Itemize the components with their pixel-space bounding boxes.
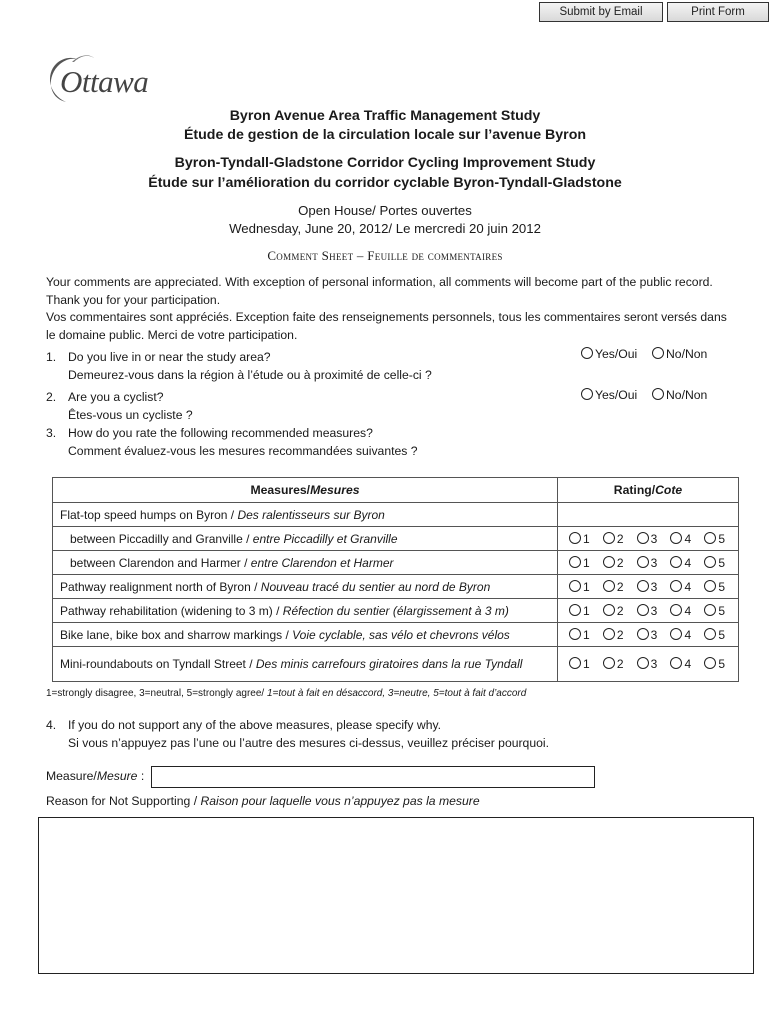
rating-radio[interactable] xyxy=(637,604,649,616)
rating-radio[interactable] xyxy=(670,657,682,669)
measure-label: Pathway realignment north of Byron / Nouveau tracé du sentier au nord de Byron xyxy=(53,575,558,599)
q1-number: 1. xyxy=(46,350,57,364)
rating-radio[interactable] xyxy=(704,556,716,568)
intro-en: Your comments are appreciated. With exception of personal information, all comments will become part of the public record. Thank you for your participation. xyxy=(46,275,713,307)
table-group-row xyxy=(53,503,739,527)
rating-5-option[interactable]: 5 xyxy=(704,604,725,618)
q4-number: 4. xyxy=(46,718,57,732)
rating-cell xyxy=(558,623,739,647)
ottawa-logo-text: Ottawa xyxy=(60,64,149,99)
rating-radio[interactable] xyxy=(637,657,649,669)
rating-2-option[interactable]: 2 xyxy=(603,628,624,642)
measure-label: Pathway rehabilitation (widening to 3 m) / Réfection du sentier (élargissement à 3 m) xyxy=(53,599,558,623)
q4-text-en: If you do not support any of the above measures, please specify why. xyxy=(68,718,442,732)
rating-radio[interactable] xyxy=(603,580,615,592)
q3-text-en: How do you rate the following recommended measures? xyxy=(68,426,373,440)
rating-1-option[interactable]: 1 xyxy=(569,628,590,642)
rating-radio[interactable] xyxy=(637,580,649,592)
rating-radio[interactable] xyxy=(569,628,581,640)
rating-1-option[interactable]: 1 xyxy=(569,532,590,546)
q1-text-fr: Demeurez-vous dans la région à l’étude ou à proximité de celle-ci ? xyxy=(68,368,432,382)
rating-cell xyxy=(558,527,739,551)
rating-radio[interactable] xyxy=(603,556,615,568)
rating-4-option[interactable]: 4 xyxy=(670,657,691,671)
event-date: Wednesday, June 20, 2012/ Le mercredi 20 juin 2012 xyxy=(229,221,541,236)
speed-humps-group-label: Flat-top speed humps on Byron / Des ralentisseurs sur Byron xyxy=(53,503,558,527)
rating-radio[interactable] xyxy=(603,628,615,640)
table-row xyxy=(53,599,739,623)
rating-radio[interactable] xyxy=(569,556,581,568)
rating-1-option[interactable]: 1 xyxy=(569,657,590,671)
rating-radio[interactable] xyxy=(704,604,716,616)
rating-3-option[interactable]: 3 xyxy=(637,580,658,594)
q2-no-option[interactable]: No/Non xyxy=(652,388,707,402)
rating-legend: 1=strongly disagree, 3=neutral, 5=strongly agree/ 1=tout à fait en désaccord, 3=neutre, 5=tout à fait d’accord xyxy=(46,688,527,699)
rating-radio[interactable] xyxy=(603,657,615,669)
q2-text-en: Are you a cyclist? xyxy=(68,390,164,404)
q2-yes-option[interactable]: Yes/Oui xyxy=(581,388,637,402)
rating-radio[interactable] xyxy=(637,628,649,640)
measure-label: Bike lane, bike box and sharrow markings / Voie cyclable, sas vélo et chevrons vélos xyxy=(53,623,558,647)
q3-text-fr: Comment évaluez-vous les mesures recommandées suivantes ? xyxy=(68,444,418,458)
q1-yes-radio[interactable] xyxy=(581,347,593,359)
rating-2-option[interactable]: 2 xyxy=(603,657,624,671)
rating-2-option[interactable]: 2 xyxy=(603,532,624,546)
q1-no-radio[interactable] xyxy=(652,347,664,359)
rating-2-option[interactable]: 2 xyxy=(603,580,624,594)
rating-3-option[interactable]: 3 xyxy=(637,604,658,618)
rating-4-option[interactable]: 4 xyxy=(670,532,691,546)
rating-4-option[interactable]: 4 xyxy=(670,556,691,570)
rating-4-option[interactable]: 4 xyxy=(670,628,691,642)
rating-cell xyxy=(558,575,739,599)
rating-radio[interactable] xyxy=(637,556,649,568)
table-row xyxy=(53,647,739,682)
rating-1-option[interactable]: 1 xyxy=(569,556,590,570)
rating-3-option[interactable]: 3 xyxy=(637,628,658,642)
rating-cell xyxy=(558,599,739,623)
rating-radio[interactable] xyxy=(569,580,581,592)
study-title-fr: Étude de gestion de la circulation locale sur l’avenue Byron xyxy=(183,127,587,143)
rating-5-option[interactable]: 5 xyxy=(704,556,725,570)
submit-by-email-button[interactable]: Submit by Email xyxy=(539,2,663,22)
corridor-title-en: Byron-Tyndall-Gladstone Corridor Cycling Improvement Study xyxy=(174,155,596,171)
rating-radio[interactable] xyxy=(670,532,682,544)
table-row xyxy=(53,551,739,575)
print-form-button[interactable]: Print Form xyxy=(667,2,769,22)
rating-1-option[interactable]: 1 xyxy=(569,604,590,618)
study-title-en: Byron Avenue Area Traffic Management Study xyxy=(229,108,541,124)
measure-field-label: Measure/Mesure : xyxy=(46,769,145,783)
event-name: Open House/ Portes ouvertes xyxy=(298,203,472,218)
corridor-title-fr: Étude sur l’amélioration du corridor cyclable Byron-Tyndall-Gladstone xyxy=(148,175,622,191)
rating-5-option[interactable]: 5 xyxy=(704,657,725,671)
reason-textarea[interactable] xyxy=(38,817,754,974)
rating-radio[interactable] xyxy=(569,532,581,544)
ottawa-logo xyxy=(44,52,164,104)
q2-no-radio[interactable] xyxy=(652,388,664,400)
q1-text-en: Do you live in or near the study area? xyxy=(68,350,271,364)
rating-3-option[interactable]: 3 xyxy=(637,532,658,546)
table-row xyxy=(53,623,739,647)
rating-radio[interactable] xyxy=(670,628,682,640)
rating-radio[interactable] xyxy=(704,657,716,669)
rating-5-option[interactable]: 5 xyxy=(704,628,725,642)
rating-radio[interactable] xyxy=(569,604,581,616)
measure-label: between Clarendon and Harmer / entre Clarendon et Harmer xyxy=(53,551,558,575)
q2-text-fr: Êtes-vous un cycliste ? xyxy=(68,408,193,422)
measure-label: between Piccadilly and Granville / entre Piccadilly et Granville xyxy=(53,527,558,551)
rating-radio[interactable] xyxy=(670,604,682,616)
table-row xyxy=(53,575,739,599)
measures-table xyxy=(52,477,739,682)
rating-radio[interactable] xyxy=(704,532,716,544)
q1-yes-option[interactable]: Yes/Oui xyxy=(581,347,637,361)
q2-yes-radio[interactable] xyxy=(581,388,593,400)
rating-4-option[interactable]: 4 xyxy=(670,604,691,618)
rating-radio[interactable] xyxy=(704,628,716,640)
rating-3-option[interactable]: 3 xyxy=(637,657,658,671)
rating-cell xyxy=(558,551,739,575)
rating-1-option[interactable]: 1 xyxy=(569,580,590,594)
rating-column-header: Rating/Cote xyxy=(558,478,739,503)
q2-number: 2. xyxy=(46,390,57,404)
table-row xyxy=(53,527,739,551)
measure-input[interactable] xyxy=(151,766,595,788)
measures-column-header: Measures/Mesures xyxy=(53,478,558,503)
reason-field-label: Reason for Not Supporting / Raison pour laquelle vous n’appuyez pas la mesure xyxy=(46,794,480,808)
rating-radio[interactable] xyxy=(670,580,682,592)
rating-2-option[interactable]: 2 xyxy=(603,556,624,570)
rating-radio[interactable] xyxy=(603,604,615,616)
table-header-row xyxy=(53,478,739,503)
rating-3-option[interactable]: 3 xyxy=(637,556,658,570)
q3-number: 3. xyxy=(46,426,57,440)
rating-radio[interactable] xyxy=(704,580,716,592)
q4-text-fr: Si vous n’appuyez pas l’une ou l’autre des mesures ci-dessus, veuillez préciser pourquoi. xyxy=(68,736,549,750)
rating-5-option[interactable]: 5 xyxy=(704,532,725,546)
q1-no-option[interactable]: No/Non xyxy=(652,347,707,361)
rating-radio[interactable] xyxy=(637,532,649,544)
rating-2-option[interactable]: 2 xyxy=(603,604,624,618)
rating-radio[interactable] xyxy=(670,556,682,568)
rating-radio[interactable] xyxy=(603,532,615,544)
rating-cell xyxy=(558,647,739,682)
sheet-title: Comment Sheet – Feuille de commentaires xyxy=(267,248,503,263)
rating-4-option[interactable]: 4 xyxy=(670,580,691,594)
measure-label: Mini-roundabouts on Tyndall Street / Des minis carrefours giratoires dans la rue Tyndall xyxy=(53,647,558,682)
intro-fr: Vos commentaires sont appréciés. Exception faite des renseignements personnels, tous les commentaires seront versés dans le domaine public. Merci de votre participation. xyxy=(46,310,727,342)
rating-radio[interactable] xyxy=(569,657,581,669)
rating-5-option[interactable]: 5 xyxy=(704,580,725,594)
